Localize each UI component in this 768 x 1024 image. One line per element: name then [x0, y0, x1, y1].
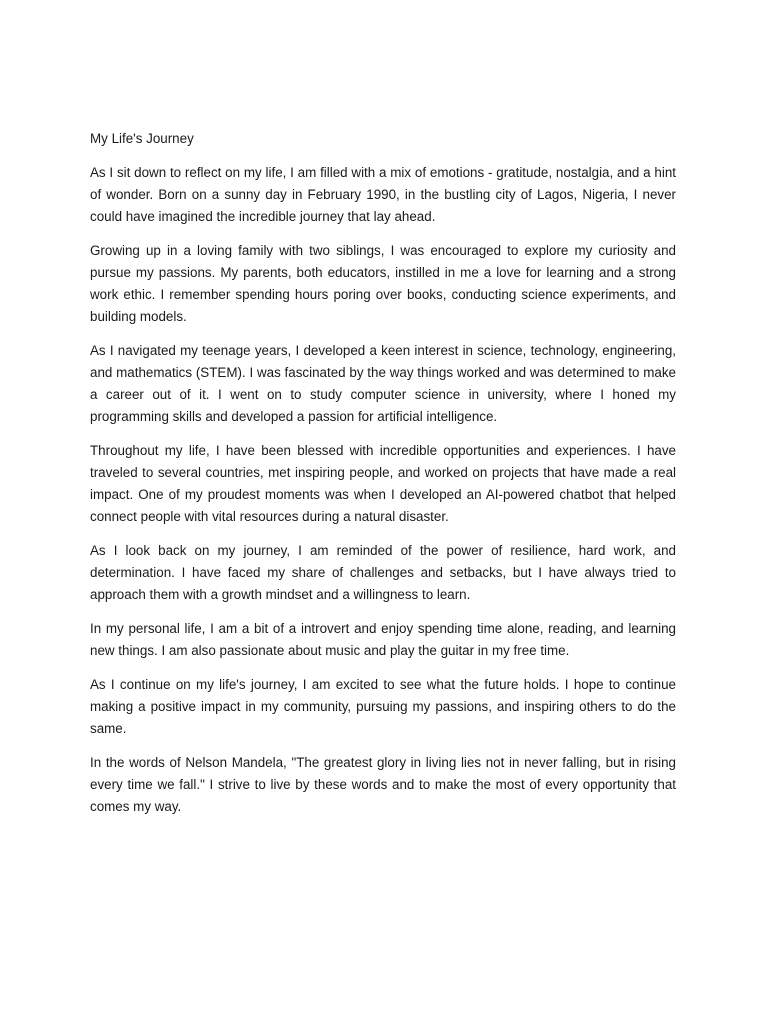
paragraph-4: Throughout my life, I have been blessed with incredible opportunities and experiences. I have traveled to several countries, met inspiring people, and worked on projects that have made a real impact. One of my proudest moments was when I developed an AI-powered chatbot that helped connect people with vital resources during a natural disaster. [90, 443, 676, 524]
paragraph-2: Growing up in a loving family with two siblings, I was encouraged to explore my curiosity and pursue my passions. My parents, both educators, instilled in me a love for learning and a strong work ethic. I remember spending hours poring over books, conducting science experiments, and building models. [90, 243, 676, 324]
paragraph-8: In the words of Nelson Mandela, "The greatest glory in living lies not in never falling, but in rising every time we fall." I strive to live by these words and to make the most of every opportunity that comes my way. [90, 755, 676, 814]
paragraph-6: In my personal life, I am a bit of a introvert and enjoy spending time alone, reading, and learning new things. I am also passionate about music and play the guitar in my free time. [90, 621, 676, 658]
paragraph-7: As I continue on my life's journey, I am excited to see what the future holds. I hope to continue making a positive impact in my community, pursuing my passions, and inspiring others to do the same. [90, 677, 676, 736]
paragraph-5: As I look back on my journey, I am reminded of the power of resilience, hard work, and determination. I have faced my share of challenges and setbacks, but I have always tried to approach them with a growth mindset and a willingness to learn. [90, 543, 676, 602]
document-title: My Life's Journey [90, 131, 194, 146]
paragraph-1: As I sit down to reflect on my life, I am filled with a mix of emotions - gratitude, nostalgia, and a hint of wonder. Born on a sunny day in February 1990, in the bustling city of Lagos, Nigeria, I never could have imagined the incredible journey that lay ahead. [90, 165, 676, 224]
paragraph-3: As I navigated my teenage years, I developed a keen interest in science, technology, engineering, and mathematics (STEM). I was fascinated by the way things worked and was determined to make a career out of it. I went on to study computer science in university, where I honed my programming skills and developed a passion for artificial intelligence. [90, 343, 676, 424]
document-page [90, 128, 676, 830]
